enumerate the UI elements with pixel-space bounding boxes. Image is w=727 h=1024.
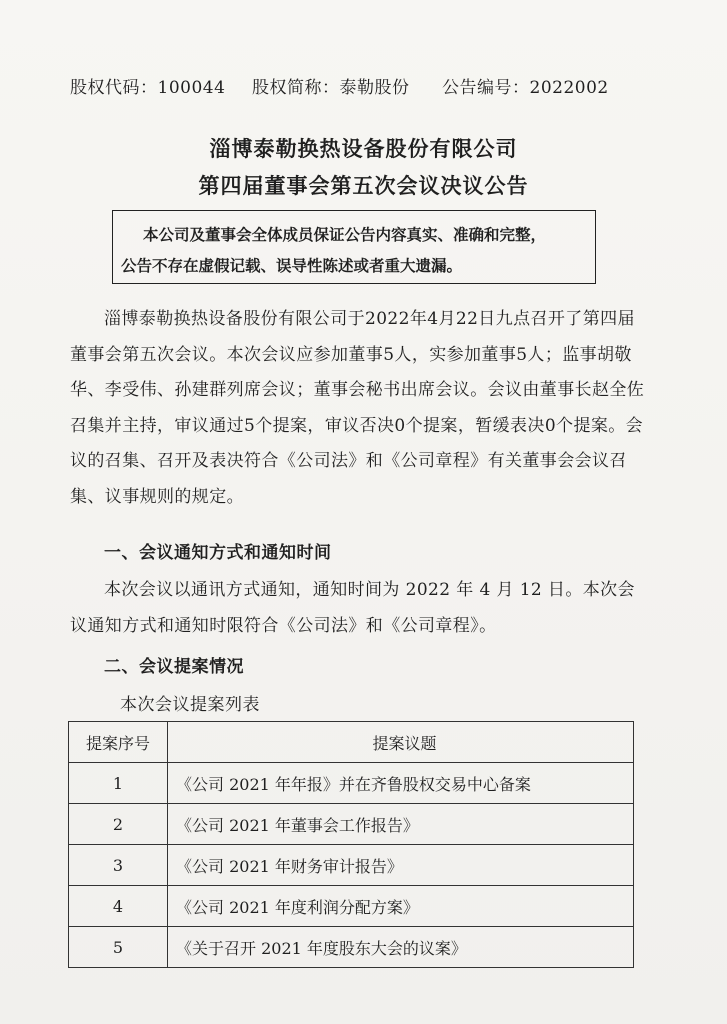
- table-row: [69, 845, 634, 886]
- proposal-topic: 《公司 2021 年财务审计报告》: [168, 845, 634, 886]
- proposal-no: 1: [69, 763, 168, 804]
- proposal-table-title: 本次会议提案列表: [120, 695, 260, 715]
- header-meta: [70, 73, 670, 98]
- proposal-topic: 《公司 2021 年董事会工作报告》: [168, 804, 634, 845]
- proposal-no: 5: [69, 927, 168, 968]
- table-row: [69, 927, 634, 968]
- announcement-title: 第四届董事会第五次会议决议公告: [198, 173, 529, 198]
- table-row: [69, 804, 634, 845]
- proposal-topic: 《公司 2021 年度利润分配方案》: [168, 886, 634, 927]
- table-header-row: [69, 722, 634, 763]
- stock-name: 股权简称：泰勒股份: [252, 78, 410, 98]
- proposal-topic: 《公司 2021 年年报》并在齐鲁股权交易中心备案: [168, 763, 634, 804]
- intro-paragraph: 淄博泰勒换热设备股份有限公司于2022年4月22日九点召开了第四届董事会第五次会议。本次会议应参加董事5人，实参加董事5人；监事胡敬华、李受伟、孙建群列席会议；董事会秘书出席会议。会议由董事长赵全佐召集并主持，审议通过5个提案，审议否决0个提案，暂缓表决0个提案。会议的召集、召开及表决符合《公司法》和《公司章程》有关董事会会议召集、议事规则的规定。: [70, 309, 645, 507]
- header-proposal-no: 提案序号: [69, 722, 168, 763]
- section-2-heading: 二、会议提案情况: [104, 657, 244, 677]
- disclaimer-box: [112, 210, 596, 284]
- proposal-table: [68, 721, 634, 968]
- proposal-no: 2: [69, 804, 168, 845]
- proposal-topic: 《关于召开 2021 年度股东大会的议案》: [168, 927, 634, 968]
- section-1-heading: 一、会议通知方式和通知时间: [104, 543, 332, 563]
- proposal-no: 3: [69, 845, 168, 886]
- header-proposal-topic: 提案议题: [168, 722, 634, 763]
- stock-code: 股权代码：100044: [70, 78, 226, 98]
- proposal-no: 4: [69, 886, 168, 927]
- section-1-text: 本次会议以通讯方式通知，通知时间为 2022 年 4 月 12 日。本次会议通知方式和通知时限符合《公司法》和《公司章程》。: [70, 580, 635, 636]
- table-row: [69, 763, 634, 804]
- disclaimer-line-2: 公告不存在虚假记载、误导性陈述或者重大遗漏。: [121, 256, 463, 275]
- table-row: [69, 886, 634, 927]
- notice-number: 公告编号：2022002: [442, 78, 609, 98]
- disclaimer-line-1: 本公司及董事会全体成员保证公告内容真实、准确和完整，: [143, 225, 547, 244]
- company-title: 淄博泰勒换热设备股份有限公司: [209, 136, 518, 161]
